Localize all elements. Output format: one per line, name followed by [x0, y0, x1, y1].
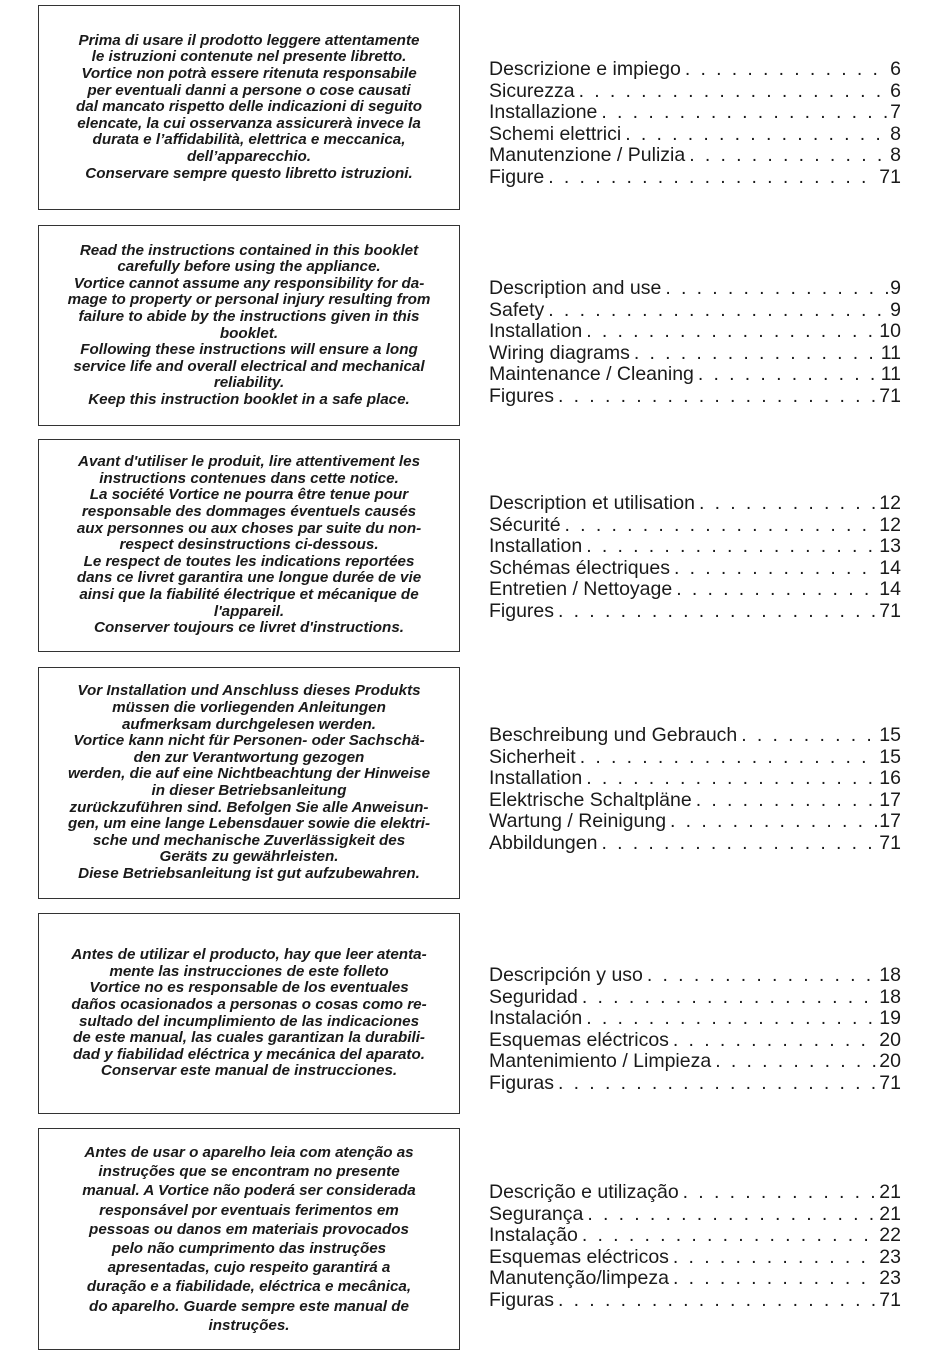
toc-label: Figuras	[489, 1072, 555, 1094]
table-of-contents	[489, 278, 901, 408]
leader-dots	[689, 145, 888, 167]
notice-line: Vor Installation und Anschluss dieses Produkts	[77, 682, 421, 700]
toc-page-number: 21	[879, 1203, 901, 1225]
leader-dots	[696, 790, 878, 812]
toc-entry	[489, 811, 901, 833]
toc-page-number: 7	[890, 102, 901, 124]
leader-dots	[548, 167, 877, 189]
notice-line: elencate, la cui osservanza assicurerà invece la	[77, 114, 421, 132]
leader-dots	[565, 515, 878, 537]
leader-dots	[673, 1030, 877, 1052]
leader-dots	[586, 536, 877, 558]
notice-line: reliability.	[213, 374, 285, 392]
toc-entry	[489, 515, 901, 537]
notice-line: dell’apparecchio.	[186, 147, 312, 165]
notice-line: dal mancato rispetto delle indicazioni di seguito	[76, 98, 422, 116]
toc-entry	[489, 1182, 901, 1204]
toc-page-number: 9	[890, 278, 901, 299]
toc-entry	[489, 1268, 901, 1290]
toc-entry	[489, 167, 901, 189]
table-of-contents	[489, 965, 901, 1095]
notice-line: ainsi que la fiabilité électrique et mécanique de	[79, 585, 419, 603]
toc-page-number: 12	[879, 514, 901, 536]
toc-label: Maintenance / Cleaning	[489, 364, 694, 386]
toc-label: Elektrische Schaltpläne	[489, 789, 692, 811]
leader-dots	[558, 386, 877, 408]
leader-dots	[582, 987, 877, 1009]
toc-entry	[489, 1073, 901, 1095]
toc-label: Wartung / Reinigung	[489, 811, 667, 833]
leader-dots	[579, 81, 889, 103]
toc-page-number: 20	[879, 1029, 901, 1051]
toc-page-number: 20	[879, 1051, 901, 1073]
toc-page-number: 71	[879, 1289, 901, 1311]
toc-label: Safety	[489, 299, 545, 321]
toc-page-number: 15	[879, 746, 901, 768]
leader-dots	[558, 1073, 877, 1095]
toc-label: Installation	[489, 768, 583, 790]
toc-page-number: 16	[879, 768, 901, 790]
notice-line: mente las instrucciones de este folleto	[109, 962, 389, 980]
notice-line: Avant d'utiliser le produit, lire attentivement les	[77, 453, 421, 471]
notice-line: Diese Betriebsanleitung ist gut aufzubewahren.	[78, 864, 420, 882]
toc-page-number: 18	[879, 986, 901, 1008]
toc-entry	[489, 300, 901, 322]
toc-page-number: 9	[890, 299, 901, 321]
notice-line: Vortice no es responsable de los eventuales	[89, 979, 409, 997]
toc-page-number: 71	[879, 832, 901, 854]
toc-label: Descrição e utilização	[489, 1182, 679, 1203]
toc-page-number: 22	[879, 1225, 901, 1247]
notice-line: aufmerksam durchgelesen werden.	[121, 715, 377, 733]
leader-dots	[673, 1268, 877, 1290]
toc-entry	[489, 386, 901, 408]
toc-label: Figure	[489, 166, 545, 188]
toc-entry	[489, 1030, 901, 1052]
leader-dots	[670, 811, 877, 833]
leader-dots	[601, 833, 877, 855]
toc-page-number: 6	[890, 59, 901, 80]
notice-line: den zur Verantwortung gezogen	[133, 748, 365, 766]
table-of-contents	[489, 59, 901, 189]
toc-entry	[489, 1051, 901, 1073]
notice-line: Vortice non potrà essere ritenuta responsabile	[81, 65, 417, 83]
toc-label: Schemi elettrici	[489, 123, 622, 145]
toc-entry	[489, 145, 901, 167]
notice-line: Vortice kann nicht für Personen- oder Sachschä-	[73, 732, 425, 750]
leader-dots	[647, 965, 877, 987]
notice-line: Conservare sempre questo libretto istruzioni.	[85, 164, 413, 182]
toc-entry	[489, 987, 901, 1009]
leader-dots	[587, 1204, 877, 1226]
toc-label: Segurança	[489, 1203, 584, 1225]
leader-dots	[580, 747, 878, 769]
notice-line: zurückzuführen sind. Befolgen Sie alle Anweisun-	[69, 798, 429, 816]
toc-entry	[489, 1204, 901, 1226]
notice-line: instruções que se encontram no presente	[98, 1163, 400, 1181]
notice-line: booklet.	[219, 324, 279, 342]
toc-label: Mantenimiento / Limpieza	[489, 1051, 712, 1073]
toc-label: Installazione	[489, 102, 598, 124]
toc-entry	[489, 364, 901, 386]
toc-label: Figuras	[489, 1289, 555, 1311]
toc-entry	[489, 1290, 901, 1312]
toc-entry	[489, 579, 901, 601]
table-of-contents	[489, 1182, 901, 1312]
notice-line: dans ce livret garantira une longue durée de vie	[76, 569, 422, 587]
notice-line: La société Vortice ne pourra être tenue pour	[89, 486, 409, 504]
toc-label: Schémas électriques	[489, 557, 671, 579]
toc-page-number: 12	[879, 493, 901, 514]
leader-dots	[676, 579, 877, 601]
notice-line: apresentadas, cujo respeito garantirá a	[107, 1259, 391, 1277]
toc-label: Manutenção/limpeza	[489, 1268, 669, 1290]
toc-entry	[489, 124, 901, 146]
notice-line: Geräts zu gewährleisten.	[159, 848, 339, 866]
toc-page-number: 11	[880, 342, 901, 364]
notice-line: Keep this instruction booklet in a safe place.	[88, 390, 410, 408]
toc-entry	[489, 321, 901, 343]
toc-entry	[489, 725, 901, 747]
leader-dots	[548, 300, 888, 322]
notice-line: manual. A Vortice não poderá ser considerada	[82, 1182, 416, 1200]
notice-box	[38, 913, 460, 1114]
toc-label: Sicherheit	[489, 746, 576, 768]
toc-label: Esquemas eléctricos	[489, 1246, 669, 1268]
toc-page-number: 17	[879, 789, 901, 811]
notice-line: Vortice cannot assume any responsibility for da-	[73, 274, 425, 292]
toc-page-number: 6	[890, 80, 901, 102]
toc-label: Figures	[489, 600, 555, 622]
toc-entry	[489, 1247, 901, 1269]
toc-label: Installation	[489, 321, 583, 343]
notice-line: dad y fiabilidad eléctrica y mecánica del aparato.	[73, 1045, 425, 1063]
toc-label: Figures	[489, 385, 555, 407]
leader-dots	[586, 321, 877, 343]
notice-line: müssen die vorliegenden Anleitungen	[112, 699, 386, 717]
leader-dots	[741, 725, 877, 747]
toc-label: Descripción y uso	[489, 965, 643, 986]
notice-box	[38, 225, 460, 426]
notice-line: duração e a fiabilidade, eléctrica e mecânica,	[86, 1278, 412, 1296]
leader-dots	[685, 59, 888, 81]
leader-dots	[674, 558, 877, 580]
notice-line: durata e l’affidabilità, elettrica e meccanica,	[92, 131, 406, 149]
toc-page-number: 19	[879, 1008, 901, 1030]
toc-page-number: 15	[879, 725, 901, 746]
toc-entry	[489, 768, 901, 790]
toc-entry	[489, 601, 901, 623]
leader-dots	[698, 364, 879, 386]
table-of-contents	[489, 725, 901, 855]
toc-entry	[489, 965, 901, 987]
notice-box	[38, 1128, 460, 1350]
toc-page-number: 71	[879, 1072, 901, 1094]
toc-page-number: 23	[879, 1246, 901, 1268]
notice-line: Conservar este manual de instrucciones.	[100, 1062, 398, 1080]
notice-line: Antes de utilizar el producto, hay que leer atenta-	[71, 946, 427, 964]
toc-label: Instalação	[489, 1225, 578, 1247]
notice-line: Conserver toujours ce livret d'instructions.	[94, 619, 404, 637]
toc-entry	[489, 59, 901, 81]
toc-page-number: 71	[879, 385, 901, 407]
notice-line: failure to abide by the instructions given in this	[78, 307, 420, 325]
leader-dots	[665, 278, 888, 300]
notice-line: werden, die auf eine Nichtbeachtung der Hinweise	[67, 765, 431, 783]
notice-line: l'appareil.	[213, 602, 285, 620]
notice-box	[38, 5, 460, 210]
toc-label: Descrizione e impiego	[489, 59, 681, 80]
notice-line: respect desinstructions ci-dessous.	[119, 536, 379, 554]
toc-page-number: 18	[879, 965, 901, 986]
toc-entry	[489, 790, 901, 812]
toc-page-number: 14	[879, 557, 901, 579]
toc-page-number: 10	[879, 321, 901, 343]
notice-line: per eventuali danni a persone o cose causati	[87, 81, 411, 99]
toc-page-number: 71	[879, 166, 901, 188]
leader-dots	[586, 768, 877, 790]
notice-line: gen, um eine lange Lebensdauer sowie die elektri-	[67, 815, 431, 833]
notice-line: sultado del incumplimiento de las indicaciones	[78, 1012, 420, 1030]
toc-label: Sicurezza	[489, 80, 575, 102]
leader-dots	[699, 493, 877, 515]
notice-line: instructions contenues dans cette notice.	[99, 469, 399, 487]
notice-line: le istruzioni contenute nel presente libretto.	[91, 48, 407, 66]
toc-page-number: 14	[879, 579, 901, 601]
toc-label: Description and use	[489, 278, 662, 299]
leader-dots	[582, 1225, 877, 1247]
notice-line: Le respect de toutes les indications reportées	[83, 552, 415, 570]
notice-line: responsável por eventuais ferimentos em	[99, 1201, 399, 1219]
notice-line: instruções.	[208, 1316, 290, 1334]
toc-label: Instalación	[489, 1008, 583, 1030]
notice-line: Following these instructions will ensure a long	[80, 341, 418, 359]
leader-dots	[586, 1008, 877, 1030]
leader-dots	[558, 601, 877, 623]
leader-dots	[715, 1051, 877, 1073]
toc-entry	[489, 81, 901, 103]
toc-label: Wiring diagrams	[489, 342, 630, 364]
toc-label: Beschreibung und Gebrauch	[489, 725, 738, 746]
notice-line: de este manual, las cuales garantizan la durabili-	[73, 1029, 425, 1047]
notice-line: pelo não cumprimento das instruções	[111, 1240, 387, 1257]
notice-line: carefully before using the appliance.	[117, 258, 381, 276]
toc-page-number: 8	[890, 145, 901, 167]
notice-line: mage to property or personal injury resulting from	[67, 291, 431, 309]
notice-line: Antes de usar o aparelho leia com atenção as	[84, 1143, 414, 1161]
notice-box	[38, 667, 460, 899]
leader-dots	[558, 1290, 877, 1312]
leader-dots	[625, 124, 888, 146]
toc-entry	[489, 343, 901, 365]
toc-label: Entretien / Nettoyage	[489, 579, 673, 601]
toc-label: Sécurité	[489, 514, 561, 536]
leader-dots	[673, 1247, 877, 1269]
toc-page-number: 8	[890, 123, 901, 145]
toc-entry	[489, 493, 901, 515]
toc-page-number: 17	[879, 811, 901, 833]
notice-line: service life and overall electrical and mechanical	[73, 357, 425, 375]
notice-line: daños ocasionados a personas o cosas como re-	[71, 995, 427, 1013]
notice-line: Read the instructions contained in this booklet	[79, 241, 419, 259]
toc-entry	[489, 1225, 901, 1247]
leader-dots	[634, 343, 879, 365]
toc-label: Seguridad	[489, 986, 578, 1008]
toc-entry	[489, 536, 901, 558]
toc-page-number: 23	[879, 1268, 901, 1290]
notice-line: pessoas ou danos em materiais provocados	[89, 1220, 409, 1238]
toc-label: Installation	[489, 536, 583, 558]
toc-entry	[489, 102, 901, 124]
toc-label: Abbildungen	[489, 832, 598, 854]
notice-line: Prima di usare il prodotto leggere attentamente	[78, 31, 420, 49]
toc-label: Description et utilisation	[489, 493, 695, 514]
notice-line: sche und mechanische Zuverlässigkeit des	[92, 831, 406, 849]
toc-page-number: 21	[879, 1182, 901, 1203]
notice-line: aux personnes ou aux choses par suite du non-	[76, 519, 422, 537]
toc-entry	[489, 833, 901, 855]
notice-box	[38, 439, 460, 652]
leader-dots	[601, 102, 888, 124]
notice-line: responsable des dommages éventuels causés	[81, 503, 417, 521]
toc-page-number: 13	[879, 536, 901, 558]
toc-entry	[489, 558, 901, 580]
notice-line: in dieser Betriebsanleitung	[151, 782, 347, 799]
toc-label: Manutenzione / Pulizia	[489, 145, 686, 167]
notice-line: do aparelho. Guarde sempre este manual de	[89, 1297, 409, 1315]
leader-dots	[683, 1182, 878, 1204]
toc-entry	[489, 278, 901, 300]
toc-entry	[489, 747, 901, 769]
toc-entry	[489, 1008, 901, 1030]
toc-page-number: 11	[880, 364, 901, 386]
toc-label: Esquemas eléctricos	[489, 1029, 669, 1051]
toc-page-number: 71	[879, 600, 901, 622]
table-of-contents	[489, 493, 901, 623]
